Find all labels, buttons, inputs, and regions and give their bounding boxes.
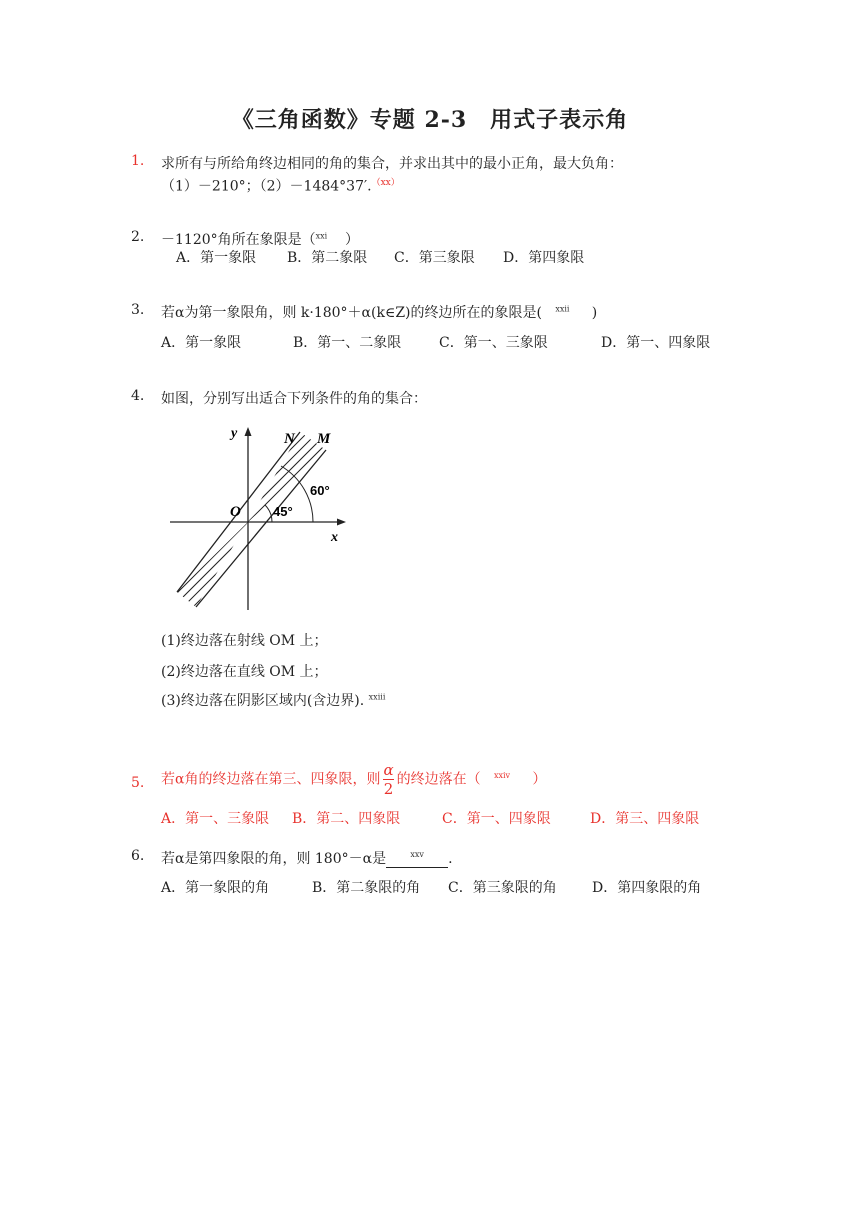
question-3-ref: xxii bbox=[555, 304, 570, 314]
angle-figure bbox=[160, 420, 360, 615]
page-title: 《三角函数》专题 2-3 用式子表示角 bbox=[231, 107, 629, 133]
question-3-close: ) bbox=[591, 305, 598, 321]
question-1-number: 1. bbox=[131, 153, 145, 169]
y-axis-label: y bbox=[231, 426, 238, 441]
question-3-text bbox=[161, 302, 597, 322]
question-3-option-b: B．第一、二象限 bbox=[293, 335, 402, 351]
question-3-option-d: D．第一、四象限 bbox=[601, 335, 711, 351]
x-axis-arrow bbox=[337, 519, 346, 526]
question-2-option-d: D．第四象限 bbox=[503, 250, 585, 266]
question-5-number: 5. bbox=[131, 775, 145, 791]
question-2-ref: xxi bbox=[315, 231, 328, 241]
question-2-text bbox=[161, 229, 359, 249]
x-axis-label: x bbox=[331, 530, 338, 545]
question-2-stem: －1120°角所在象限是（ bbox=[161, 232, 316, 248]
question-1-sub: （1）－210°；（2）－1484°37′. bbox=[161, 178, 372, 195]
question-6-ref: xxv bbox=[410, 850, 424, 860]
question-5-close: ） bbox=[532, 771, 547, 788]
question-6-number: 6. bbox=[131, 848, 145, 864]
question-1-text: 求所有与所给角终边相同的角的集合，并求出其中的最小正角，最大负角： bbox=[161, 156, 623, 172]
question-6-option-b: B．第二象限的角 bbox=[312, 880, 421, 896]
angle-45-label: 45° bbox=[273, 504, 293, 519]
question-6-text bbox=[161, 848, 453, 868]
question-2-close: ） bbox=[345, 232, 360, 248]
question-2-option-c: C．第三象限 bbox=[394, 250, 475, 266]
question-3-number: 3. bbox=[131, 302, 145, 318]
y-axis-arrow bbox=[245, 427, 252, 436]
question-5-text bbox=[161, 761, 546, 798]
question-3-stem: 若α为第一象限角，则 k·180°＋α(k∈Z)的终边所在的象限是( bbox=[161, 305, 542, 321]
question-3-option-a: A．第一象限 bbox=[161, 335, 242, 351]
question-6-option-a: A．第一象限的角 bbox=[161, 880, 270, 896]
question-4-sub2: (2)终边落在直线 OM 上； bbox=[161, 664, 328, 680]
fraction-numerator: α bbox=[383, 761, 394, 779]
alpha-over-2-fraction bbox=[383, 761, 393, 798]
question-4-number: 4. bbox=[131, 388, 145, 404]
question-1-subparts bbox=[161, 175, 400, 196]
angle-60-label: 60° bbox=[310, 483, 330, 498]
question-5-option-d: D．第三、四象限 bbox=[590, 811, 700, 827]
fraction-denominator: 2 bbox=[383, 780, 394, 798]
question-2-option-a: A．第一象限 bbox=[176, 250, 257, 266]
question-5-option-c: C．第一、四象限 bbox=[442, 811, 551, 827]
question-6-end: . bbox=[448, 851, 453, 867]
point-m-label: M bbox=[317, 431, 331, 447]
question-3-option-c: C．第一、三象限 bbox=[439, 335, 548, 351]
question-4-text: 如图，分别写出适合下列条件的角的集合： bbox=[161, 391, 427, 407]
question-5-option-b: B．第二、四象限 bbox=[292, 811, 401, 827]
question-6-option-c: C．第三象限的角 bbox=[448, 880, 557, 896]
question-6-option-d: D．第四象限的角 bbox=[592, 880, 702, 896]
question-2-number: 2. bbox=[131, 229, 145, 245]
question-5-stem-before: 若α角的终边落在第三、四象限，则 bbox=[161, 771, 381, 788]
origin-label: O bbox=[230, 504, 241, 520]
question-4-ref: xxiii bbox=[368, 692, 386, 702]
line-om bbox=[196, 450, 326, 607]
question-5-ref: xxiv bbox=[493, 770, 511, 780]
question-2-option-b: B．第二象限 bbox=[287, 250, 368, 266]
shaded-region-lower bbox=[160, 490, 260, 615]
question-1-ref: （xx） bbox=[371, 178, 400, 188]
answer-blank bbox=[386, 850, 448, 868]
point-n-label: N bbox=[284, 431, 295, 447]
question-6-stem: 若α是第四象限的角，则 180°－α是 bbox=[161, 851, 387, 867]
question-5-option-a: A．第一、三象限 bbox=[161, 811, 270, 827]
question-4-sub1: (1)终边落在射线 OM 上； bbox=[161, 633, 328, 649]
question-4-sub3-line bbox=[161, 690, 385, 710]
question-5-stem-after: 的终边落在（ bbox=[396, 771, 481, 788]
question-4-sub3: (3)终边落在阴影区域内(含边界). bbox=[161, 693, 365, 709]
